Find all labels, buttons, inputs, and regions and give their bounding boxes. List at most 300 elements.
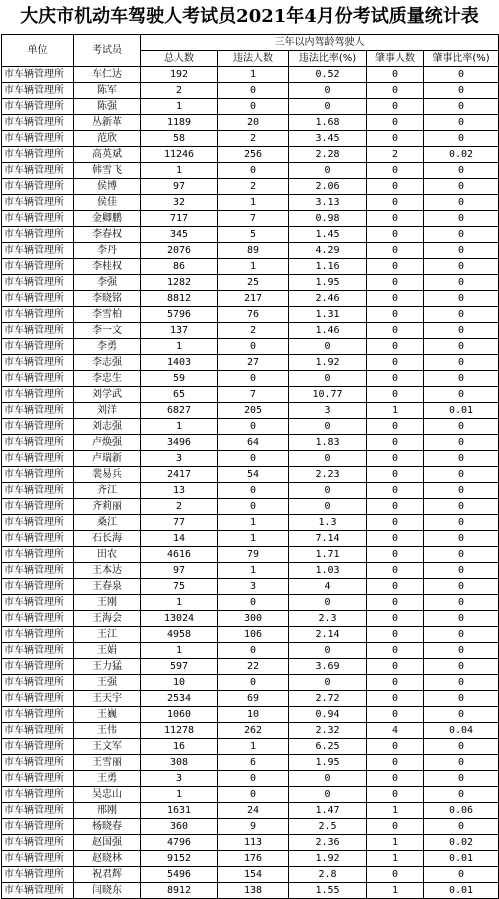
total-cell: 11246 [141,147,218,163]
violation-rate-cell: 1.47 [289,803,367,819]
accidents-cell: 0 [367,355,424,371]
unit-cell: 市车辆管理所 [2,579,74,595]
violations-cell: 2 [218,323,289,339]
accident-rate-cell: 0.02 [424,835,499,851]
accidents-cell: 4 [367,723,424,739]
accident-rate-cell: 0.02 [424,147,499,163]
table-row [2,259,499,275]
examiner-cell: 李雪柏 [74,307,141,323]
accident-rate-cell: 0 [424,627,499,643]
examiner-cell: 王春泉 [74,579,141,595]
table-row [2,115,499,131]
table-row [2,643,499,659]
unit-cell: 市车辆管理所 [2,675,74,691]
examiner-cell: 王海会 [74,611,141,627]
examiner-cell: 高英斌 [74,147,141,163]
total-cell: 5496 [141,867,218,883]
examiner-cell: 王雪丽 [74,755,141,771]
accident-rate-cell: 0.01 [424,403,499,419]
violation-rate-cell: 4.29 [289,243,367,259]
unit-cell: 市车辆管理所 [2,499,74,515]
accidents-cell: 0 [367,227,424,243]
accidents-cell: 0 [367,435,424,451]
unit-cell: 市车辆管理所 [2,483,74,499]
table-row [2,515,499,531]
accidents-cell: 0 [367,627,424,643]
table-row [2,227,499,243]
unit-cell: 市车辆管理所 [2,323,74,339]
examiner-cell: 王强 [74,675,141,691]
violation-rate-cell: 10.77 [289,387,367,403]
table-row [2,339,499,355]
violation-rate-cell: 1.55 [289,883,367,899]
accidents-cell: 1 [367,883,424,899]
violations-cell: 0 [218,163,289,179]
violation-rate-cell: 3.13 [289,195,367,211]
examiner-cell: 齐江 [74,483,141,499]
accident-rate-cell: 0 [424,371,499,387]
table-row [2,707,499,723]
violations-cell: 1 [218,67,289,83]
violation-rate-cell: 0 [289,339,367,355]
total-cell: 58 [141,131,218,147]
examiner-cell: 裴易兵 [74,467,141,483]
accidents-cell: 0 [367,259,424,275]
table-row [2,323,499,339]
accidents-cell: 0 [367,595,424,611]
table-row [2,771,499,787]
unit-cell: 市车辆管理所 [2,419,74,435]
violations-cell: 89 [218,243,289,259]
violation-rate-cell: 3.69 [289,659,367,675]
total-cell: 717 [141,211,218,227]
violation-rate-cell: 1.16 [289,259,367,275]
examiner-cell: 桑江 [74,515,141,531]
examiner-cell: 丛新革 [74,115,141,131]
accidents-cell: 0 [367,323,424,339]
unit-cell: 市车辆管理所 [2,371,74,387]
table-row [2,595,499,611]
total-cell: 2 [141,83,218,99]
unit-cell: 市车辆管理所 [2,691,74,707]
total-cell: 1189 [141,115,218,131]
violations-cell: 27 [218,355,289,371]
accidents-cell: 0 [367,739,424,755]
total-cell: 2076 [141,243,218,259]
examiner-cell: 王刚 [74,595,141,611]
violation-rate-cell: 0 [289,643,367,659]
unit-cell: 市车辆管理所 [2,243,74,259]
violations-cell: 0 [218,675,289,691]
accident-rate-cell: 0 [424,211,499,227]
accidents-cell: 0 [367,771,424,787]
table-row [2,659,499,675]
violations-cell: 24 [218,803,289,819]
accident-rate-cell: 0.06 [424,803,499,819]
total-cell: 14 [141,531,218,547]
violation-rate-cell: 2.46 [289,291,367,307]
violations-cell: 76 [218,307,289,323]
accident-rate-cell: 0 [424,739,499,755]
total-cell: 13024 [141,611,218,627]
violation-rate-cell: 6.25 [289,739,367,755]
total-cell: 4796 [141,835,218,851]
unit-cell: 市车辆管理所 [2,195,74,211]
violations-cell: 69 [218,691,289,707]
table-row [2,99,499,115]
accident-rate-cell: 0 [424,291,499,307]
violation-rate-cell: 2.23 [289,467,367,483]
accident-rate-cell: 0 [424,867,499,883]
unit-cell: 市车辆管理所 [2,291,74,307]
accidents-cell: 0 [367,611,424,627]
table-row [2,467,499,483]
violation-rate-cell: 1.46 [289,323,367,339]
total-cell: 3 [141,771,218,787]
examiner-cell: 陈强 [74,99,141,115]
violations-cell: 64 [218,435,289,451]
accident-rate-cell: 0 [424,307,499,323]
violations-cell: 0 [218,595,289,611]
unit-cell: 市车辆管理所 [2,467,74,483]
examiner-cell: 祝君辉 [74,867,141,883]
unit-cell: 市车辆管理所 [2,611,74,627]
violations-cell: 176 [218,851,289,867]
table-row [2,371,499,387]
unit-cell: 市车辆管理所 [2,547,74,563]
table-row [2,611,499,627]
examiner-cell: 王巍 [74,707,141,723]
accident-rate-cell: 0 [424,115,499,131]
violations-cell: 7 [218,387,289,403]
accident-rate-cell: 0 [424,227,499,243]
violations-cell: 79 [218,547,289,563]
unit-cell: 市车辆管理所 [2,515,74,531]
examiner-cell: 李丹 [74,243,141,259]
table-row [2,883,499,899]
table-row [2,851,499,867]
accident-rate-cell: 0 [424,515,499,531]
table-row [2,211,499,227]
total-cell: 86 [141,259,218,275]
accidents-cell: 0 [367,531,424,547]
accidents-cell: 0 [367,339,424,355]
violations-cell: 1 [218,739,289,755]
accident-rate-cell: 0 [424,275,499,291]
examiner-cell: 刘洋 [74,403,141,419]
table-row [2,723,499,739]
table-row [2,163,499,179]
accident-rate-cell: 0 [424,67,499,83]
accidents-cell: 1 [367,835,424,851]
violations-cell: 1 [218,563,289,579]
accident-rate-cell: 0.01 [424,851,499,867]
violation-rate-cell: 3.45 [289,131,367,147]
unit-cell: 市车辆管理所 [2,163,74,179]
violation-rate-cell: 0 [289,675,367,691]
accident-rate-cell: 0 [424,451,499,467]
total-cell: 97 [141,563,218,579]
accidents-cell: 0 [367,787,424,803]
accident-rate-cell: 0 [424,195,499,211]
accident-rate-cell: 0 [424,355,499,371]
examiner-cell: 刘志强 [74,419,141,435]
unit-cell: 市车辆管理所 [2,787,74,803]
table-row [2,83,499,99]
unit-cell: 市车辆管理所 [2,739,74,755]
violations-cell: 0 [218,371,289,387]
violations-cell: 22 [218,659,289,675]
unit-cell: 市车辆管理所 [2,595,74,611]
accidents-cell: 0 [367,867,424,883]
accident-rate-cell: 0 [424,643,499,659]
table-row [2,355,499,371]
violations-cell: 0 [218,771,289,787]
violation-rate-cell: 0 [289,163,367,179]
examiner-cell: 李一文 [74,323,141,339]
table-row [2,291,499,307]
table-row [2,579,499,595]
accidents-cell: 0 [367,179,424,195]
accidents-cell: 0 [367,563,424,579]
examiner-cell: 闫晓东 [74,883,141,899]
accidents-cell: 0 [367,467,424,483]
total-cell: 1282 [141,275,218,291]
accidents-cell: 0 [367,547,424,563]
table-row [2,387,499,403]
accident-rate-cell: 0 [424,419,499,435]
total-cell: 597 [141,659,218,675]
violation-rate-cell: 1.71 [289,547,367,563]
violations-cell: 1 [218,195,289,211]
accidents-cell: 0 [367,819,424,835]
unit-cell: 市车辆管理所 [2,771,74,787]
examiner-cell: 金卿鹏 [74,211,141,227]
violations-cell: 20 [218,115,289,131]
violation-rate-cell: 3 [289,403,367,419]
accident-rate-cell: 0 [424,819,499,835]
page-title: 大庆市机动车驾驶人考试员2021年4月份考试质量统计表 [20,6,479,27]
unit-cell: 市车辆管理所 [2,115,74,131]
unit-cell: 市车辆管理所 [2,179,74,195]
unit-cell: 市车辆管理所 [2,403,74,419]
unit-cell: 市车辆管理所 [2,851,74,867]
violations-cell: 25 [218,275,289,291]
violation-rate-cell: 2.28 [289,147,367,163]
accidents-cell: 0 [367,115,424,131]
examiner-cell: 李志强 [74,355,141,371]
violation-rate-cell: 2.8 [289,867,367,883]
accident-rate-cell: 0 [424,243,499,259]
accident-rate-cell: 0 [424,499,499,515]
header-total: 总人数 [141,51,218,67]
total-cell: 192 [141,67,218,83]
table-body [2,67,499,899]
total-cell: 1403 [141,355,218,371]
accidents-cell: 0 [367,643,424,659]
violation-rate-cell: 2.3 [289,611,367,627]
violation-rate-cell: 0 [289,419,367,435]
examiner-cell: 范欣 [74,131,141,147]
violations-cell: 54 [218,467,289,483]
table-row [2,483,499,499]
examiner-cell: 王娟 [74,643,141,659]
violation-rate-cell: 1.83 [289,435,367,451]
accident-rate-cell: 0.01 [424,883,499,899]
accidents-cell: 0 [367,691,424,707]
violation-rate-cell: 2.06 [289,179,367,195]
total-cell: 2 [141,499,218,515]
violation-rate-cell: 1.92 [289,355,367,371]
accidents-cell: 0 [367,419,424,435]
examiner-cell: 齐莉丽 [74,499,141,515]
total-cell: 4958 [141,627,218,643]
accident-rate-cell: 0 [424,179,499,195]
total-cell: 65 [141,387,218,403]
violations-cell: 300 [218,611,289,627]
violation-rate-cell: 0 [289,371,367,387]
examiner-cell: 李桂权 [74,259,141,275]
header-examiner: 考试员 [74,35,141,67]
examiner-cell: 王本达 [74,563,141,579]
accident-rate-cell: 0 [424,595,499,611]
examiner-cell: 邢刚 [74,803,141,819]
table-row [2,499,499,515]
header-violations: 违法人数 [218,51,289,67]
unit-cell: 市车辆管理所 [2,451,74,467]
unit-cell: 市车辆管理所 [2,211,74,227]
violations-cell: 7 [218,211,289,227]
violations-cell: 262 [218,723,289,739]
total-cell: 8912 [141,883,218,899]
unit-cell: 市车辆管理所 [2,659,74,675]
total-cell: 1 [141,99,218,115]
total-cell: 32 [141,195,218,211]
total-cell: 345 [141,227,218,243]
examiner-cell: 车仁达 [74,67,141,83]
unit-cell: 市车辆管理所 [2,803,74,819]
accident-rate-cell: 0 [424,483,499,499]
table-row [2,451,499,467]
unit-cell: 市车辆管理所 [2,275,74,291]
violation-rate-cell: 7.14 [289,531,367,547]
violation-rate-cell: 0 [289,99,367,115]
total-cell: 1 [141,419,218,435]
accident-rate-cell: 0 [424,579,499,595]
unit-cell: 市车辆管理所 [2,627,74,643]
accidents-cell: 0 [367,755,424,771]
examiner-cell: 田农 [74,547,141,563]
unit-cell: 市车辆管理所 [2,883,74,899]
violations-cell: 106 [218,627,289,643]
accident-rate-cell: 0 [424,755,499,771]
accidents-cell: 0 [367,291,424,307]
total-cell: 5796 [141,307,218,323]
violations-cell: 0 [218,419,289,435]
unit-cell: 市车辆管理所 [2,147,74,163]
total-cell: 1 [141,787,218,803]
accidents-cell: 0 [367,211,424,227]
header-accidents: 肇事人数 [367,51,424,67]
violations-cell: 138 [218,883,289,899]
examiner-cell: 侯佳 [74,195,141,211]
accidents-cell: 0 [367,499,424,515]
total-cell: 9152 [141,851,218,867]
accident-rate-cell: 0 [424,163,499,179]
violation-rate-cell: 2.36 [289,835,367,851]
table-row [2,675,499,691]
table-row [2,739,499,755]
violation-rate-cell: 1.45 [289,227,367,243]
violations-cell: 0 [218,499,289,515]
examiner-cell: 赵晓林 [74,851,141,867]
accidents-cell: 0 [367,243,424,259]
examiner-cell: 侯博 [74,179,141,195]
unit-cell: 市车辆管理所 [2,387,74,403]
accident-rate-cell: 0 [424,563,499,579]
total-cell: 59 [141,371,218,387]
table-row [2,835,499,851]
total-cell: 13 [141,483,218,499]
violation-rate-cell: 0 [289,787,367,803]
violations-cell: 0 [218,643,289,659]
unit-cell: 市车辆管理所 [2,355,74,371]
violation-rate-cell: 0 [289,499,367,515]
accident-rate-cell: 0 [424,531,499,547]
violation-rate-cell: 1.3 [289,515,367,531]
statistics-table [1,34,499,899]
violation-rate-cell: 2.14 [289,627,367,643]
accident-rate-cell: 0 [424,611,499,627]
examiner-cell: 李春权 [74,227,141,243]
accidents-cell: 0 [367,515,424,531]
total-cell: 3496 [141,435,218,451]
violations-cell: 154 [218,867,289,883]
accidents-cell: 0 [367,659,424,675]
total-cell: 10 [141,675,218,691]
total-cell: 1631 [141,803,218,819]
table-row [2,691,499,707]
header-violation-rate: 违法比率(%) [289,51,367,67]
accidents-cell: 0 [367,99,424,115]
examiner-cell: 王江 [74,627,141,643]
accidents-cell: 0 [367,67,424,83]
table-row [2,787,499,803]
violation-rate-cell: 0 [289,595,367,611]
violation-rate-cell: 0 [289,771,367,787]
total-cell: 1060 [141,707,218,723]
table-row [2,755,499,771]
total-cell: 1 [141,163,218,179]
violation-rate-cell: 1.03 [289,563,367,579]
violation-rate-cell: 1.92 [289,851,367,867]
unit-cell: 市车辆管理所 [2,435,74,451]
accident-rate-cell: 0 [424,691,499,707]
accidents-cell: 0 [367,675,424,691]
accident-rate-cell: 0.04 [424,723,499,739]
accidents-cell: 0 [367,707,424,723]
violation-rate-cell: 0 [289,483,367,499]
examiner-cell: 王力猛 [74,659,141,675]
accidents-cell: 0 [367,195,424,211]
unit-cell: 市车辆管理所 [2,131,74,147]
accidents-cell: 1 [367,851,424,867]
violation-rate-cell: 0.94 [289,707,367,723]
unit-cell: 市车辆管理所 [2,67,74,83]
accidents-cell: 1 [367,403,424,419]
unit-cell: 市车辆管理所 [2,643,74,659]
table-row [2,803,499,819]
